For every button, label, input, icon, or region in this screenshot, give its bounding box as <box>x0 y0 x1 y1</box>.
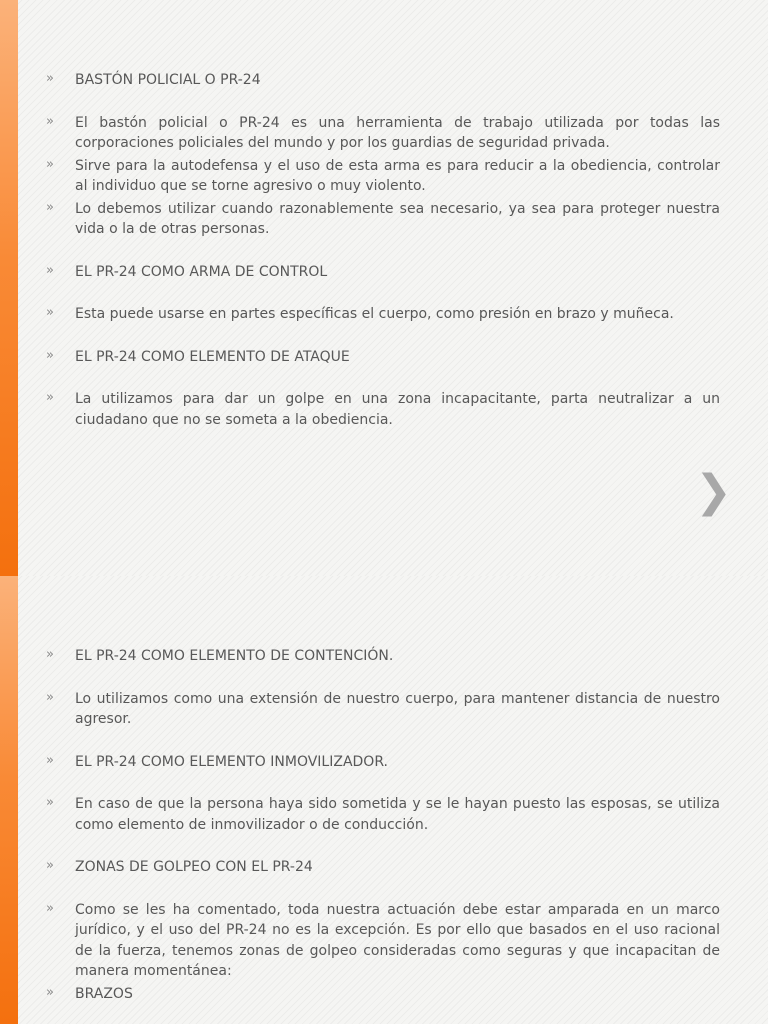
bullet-marker: » <box>46 347 54 363</box>
bullet-list <box>46 70 720 430</box>
bullet-marker: » <box>46 156 54 172</box>
bullet-marker: » <box>46 689 54 705</box>
heading-arma-de-control: EL PR-24 COMO ARMA DE CONTROL <box>75 263 328 280</box>
list-item <box>46 900 720 982</box>
bullet-marker: » <box>46 390 54 405</box>
heading-elemento-inmovilizador: EL PR-24 COMO ELEMENTO INMOVILIZADOR. <box>75 753 389 770</box>
list-item <box>46 752 720 773</box>
list-item <box>46 984 720 1005</box>
heading-baston-policial: BASTÓN POLICIAL O PR-24 <box>75 72 261 88</box>
bullet-text: La utilizamos para dar un golpe en una zona incapacitante, parta neutralizar a un ciudadano que no se someta a la obediencia. <box>75 391 720 428</box>
heading-elemento-de-ataque: EL PR-24 COMO ELEMENTO DE ATAQUE <box>75 348 350 365</box>
heading-brazos: BRAZOS <box>75 985 133 1002</box>
bullet-text: Lo debemos utilizar cuando razonablemente sea necesario, ya sea para proteger nuestra vida o la de otras personas. <box>75 200 720 237</box>
bullet-marker: » <box>46 752 54 768</box>
bullet-text: Como se les ha comentado, toda nuestra actuación debe estar amparada en un marco jurídico, y el uso del PR-24 no es la excepción. Es por ello que basados en el uso racional de la fuerza, tenemos zonas de golpeo consideradas como seguras y que incapacitan de manera momentánea: <box>75 901 720 979</box>
list-item <box>46 646 720 667</box>
list-item <box>46 389 720 430</box>
list-item <box>46 304 720 325</box>
list-item <box>46 113 720 154</box>
bullet-text: El bastón policial o PR-24 es una herramienta de trabajo utilizada por todas las corporaciones policiales del mundo y por los guardias de seguridad privada. <box>75 114 720 151</box>
bullet-marker: » <box>46 199 54 215</box>
bullet-marker: » <box>46 71 54 86</box>
bullet-marker: » <box>46 984 54 1000</box>
list-item <box>46 794 720 835</box>
list-item <box>46 689 720 730</box>
bullet-text: Lo utilizamos como una extensión de nuestro cuerpo, para mantener distancia de nuestro agresor. <box>75 690 720 727</box>
list-item <box>46 199 720 240</box>
bullet-marker: » <box>46 305 54 320</box>
bullet-text: Sirve para la autodefensa y el uso de esta arma es para reducir a la obediencia, controlar al individuo que se torne agresivo o muy violento. <box>75 157 720 194</box>
list-item <box>46 156 720 197</box>
heading-elemento-de-contencion: EL PR-24 COMO ELEMENTO DE CONTENCIÓN. <box>75 648 394 664</box>
list-item <box>46 262 720 283</box>
bullet-text: En caso de que la persona haya sido sometida y se le hayan puesto las esposas, se utiliza como elemento de inmovilizador o de conducción. <box>75 796 720 833</box>
bullet-list <box>46 646 720 1004</box>
slide-2 <box>0 576 768 1024</box>
accent-bar <box>0 0 18 576</box>
bullet-marker: » <box>46 795 54 810</box>
chevron-right-icon[interactable]: ❯ <box>695 466 732 517</box>
bullet-marker: » <box>46 262 54 278</box>
bullet-marker: » <box>46 647 54 662</box>
list-item <box>46 857 720 878</box>
bullet-marker: » <box>46 900 54 916</box>
accent-bar <box>0 576 18 1024</box>
heading-zonas-de-golpeo: ZONAS DE GOLPEO CON EL PR-24 <box>75 859 313 875</box>
list-item <box>46 347 720 368</box>
bullet-text: Esta puede usarse en partes específicas el cuerpo, como presión en brazo y muñeca. <box>75 306 674 322</box>
list-item <box>46 70 720 91</box>
bullet-marker: » <box>46 113 54 129</box>
bullet-marker: » <box>46 858 54 873</box>
